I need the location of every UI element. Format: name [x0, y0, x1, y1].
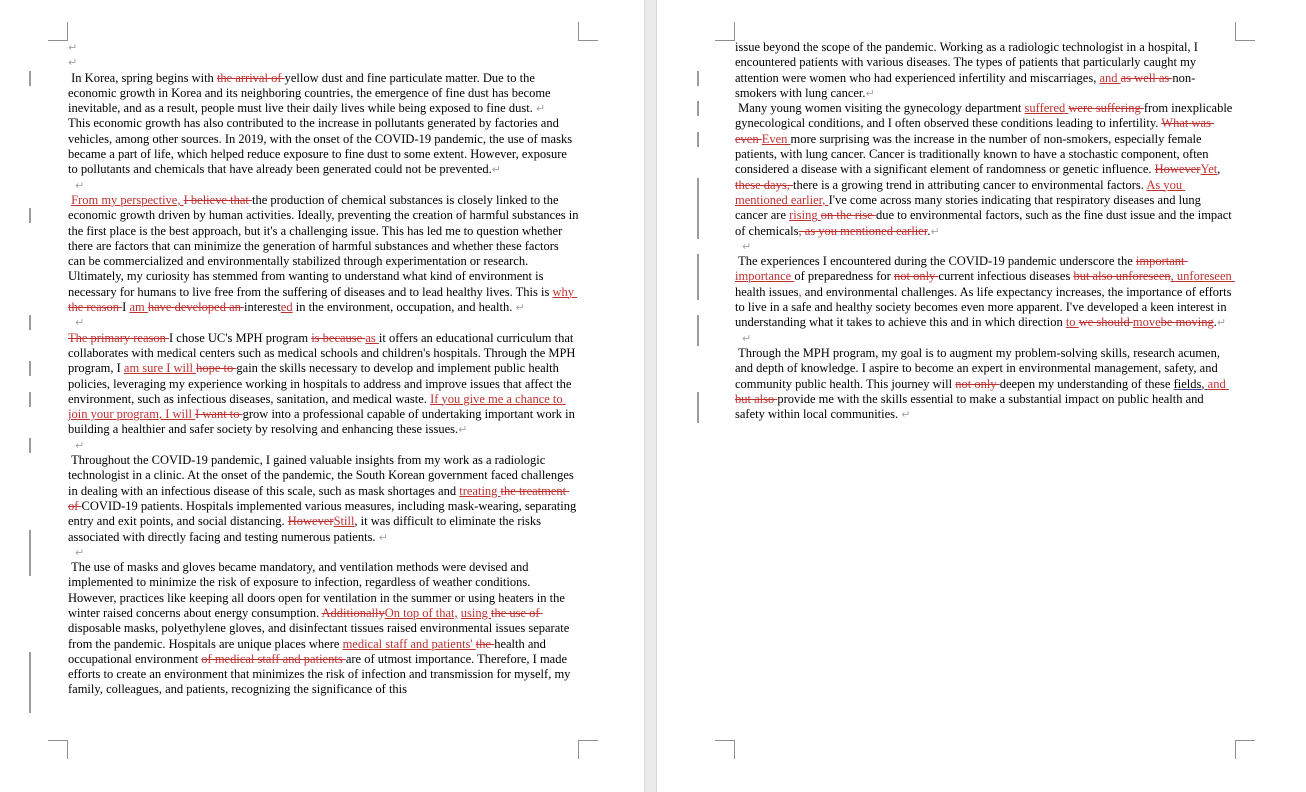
- pilcrow-mark: ↵: [75, 438, 85, 452]
- deleted-text: these days,: [735, 177, 793, 192]
- change-bar: [29, 208, 31, 223]
- change-bar: [29, 361, 31, 376]
- inserted-text: Even: [761, 131, 791, 146]
- deleted-text: but also unforeseen: [1073, 269, 1171, 284]
- deleted-text: I believe that: [183, 192, 252, 207]
- deleted-text: What was even: [735, 116, 1215, 146]
- pilcrow-mark: ↵: [68, 41, 78, 54]
- text-run: due to environmental factors, such as the fine dust issue and the impact of chemicals: [735, 208, 1235, 238]
- deleted-text: were suffering: [1068, 101, 1144, 116]
- pilcrow-mark: ↵: [865, 86, 875, 100]
- page-2-text-area[interactable]: [735, 40, 1236, 422]
- text-run: in the environment, occupation, and health.: [292, 300, 516, 315]
- inserted-text: , unforeseen: [1170, 269, 1235, 284]
- change-bar: [697, 132, 699, 147]
- change-bar: [29, 315, 31, 330]
- deleted-text: we should: [1078, 315, 1133, 330]
- deleted-text: the use of: [491, 605, 543, 620]
- inserted-text: treating: [459, 483, 501, 498]
- inserted-text: From my perspective,: [71, 192, 184, 207]
- deleted-text: have developed an: [147, 300, 244, 315]
- deleted-text: the arrival of: [216, 70, 285, 85]
- pilcrow-mark: ↵: [535, 102, 546, 116]
- inserted-text: to: [1065, 315, 1079, 330]
- page-gap: [644, 0, 657, 792]
- empty-paragraph: [68, 315, 579, 330]
- empty-paragraph: [735, 239, 1236, 254]
- text-run: Many young women visiting the gynecology department: [735, 101, 1025, 116]
- deleted-text: of medical staff and patients: [201, 651, 346, 666]
- pilcrow-mark: ↵: [1216, 316, 1227, 330]
- inserted-text: and: [1099, 70, 1121, 85]
- crop-mark: [48, 740, 68, 759]
- deleted-text: hope to: [196, 361, 237, 376]
- inserted-text: using: [460, 605, 491, 620]
- inserted-text: On top of that,: [384, 605, 458, 620]
- change-bar: [697, 392, 699, 423]
- empty-paragraph: [68, 545, 579, 560]
- pilcrow-mark: ↵: [901, 408, 911, 422]
- change-bar: [697, 178, 699, 239]
- empty-paragraph: [735, 331, 1236, 346]
- crop-mark: [578, 22, 598, 41]
- crop-mark: [715, 740, 735, 759]
- text-run: more surprising was the increase in the number of non-smokers, especially female patients, with lung cancer. Cancer is traditionally known to have a stochastic component, often considered a disease with a significant element of randomness or genetic influence.: [735, 131, 1212, 177]
- change-bar: [697, 101, 699, 116]
- text-run: grow into a professional capable of undertaking important work in building a healthier and safer society by resolving and enhancing these issues.: [68, 407, 578, 437]
- text-run: there is a growing trend in attributing cancer to environmental factors.: [792, 177, 1147, 192]
- pilcrow-mark: ↵: [458, 423, 468, 437]
- deleted-text: not only: [955, 376, 1000, 391]
- pilcrow-mark: ↵: [75, 545, 85, 559]
- deleted-text: Additionally: [321, 605, 385, 620]
- text-run: This economic growth has also contributed to the increase in pollutants generated by factories and vehicles, among other sources. In 2019, with the onset of the COVID-19 pandemic, the use of masks became a part of life, which helped reduce exposure to fine dust to some extent. However, exposure to pollutants and chemicals that have already been generated could not be prevented.: [68, 116, 576, 177]
- text-run: provide me with the skills essential to make a substantial impact on public health and safety within local communities.: [735, 391, 1207, 422]
- text-run: health issues: [735, 284, 799, 299]
- pilcrow-mark: ↵: [378, 530, 388, 544]
- deleted-text: important: [1135, 254, 1188, 269]
- text-run: Throughout the COVID-19 pandemic, I gained valuable insights from my work as a radiologic technologist in a clinic. At the onset of the pandemic, the South Korean government faced challenges in dealing with an infectious disease of this scale, such as mask shortages and: [68, 453, 577, 498]
- text-run: COVID-19 patients. Hospitals implemented various measures, including mask-wearing, separating entry and exit points, and social distancing.: [68, 498, 580, 529]
- inserted-text-alt: fields,: [1173, 376, 1208, 391]
- inserted-text: am: [129, 300, 148, 315]
- deleted-text: the treatment of: [68, 483, 570, 513]
- text-run: The use of masks and gloves became mandatory, and ventilation methods were devised and implemented to minimize the risk of exposure to infection, regardless of weather conditions. However, practices like keeping all doors open for ventilation in the summer or using heaters in the winter raised concerns about energy consumption.: [68, 560, 569, 620]
- inserted-text: importance: [735, 269, 795, 284]
- deleted-text: However: [1154, 162, 1201, 177]
- inserted-text: Yet: [1200, 162, 1218, 177]
- pilcrow-mark: ↵: [491, 163, 502, 177]
- crop-mark: [1235, 740, 1255, 759]
- paragraph: [735, 40, 1236, 101]
- text-run: disposable masks, polyethylene gloves, and disinfectant tissues raised environmental issues separate from the pandemic. Hospitals are unique places where: [68, 621, 573, 651]
- text-run: non-smokers with lung cancer.: [735, 70, 1196, 100]
- text-run: of preparedness for: [794, 269, 894, 284]
- text-run: The experiences I encountered during the COVID-19 pandemic underscore the: [735, 254, 1136, 269]
- inserted-text: medical staff and patients': [342, 636, 476, 651]
- text-run: interest: [244, 300, 281, 315]
- empty-paragraph: [68, 178, 579, 193]
- crop-mark: [578, 740, 598, 759]
- text-run: I've come across many stories indicating that respiratory diseases and lung cancer are: [735, 192, 1204, 223]
- text-run: .: [1213, 315, 1217, 330]
- text-run: yellow dust and fine particulate matter. Due to the economic growth in Korea and its neighboring countries, the emergence of fine dust has become inevitable, and as a result, people must live their daily lives while being exposed to fine dust.: [68, 70, 554, 116]
- empty-paragraph: [68, 438, 579, 453]
- text-run: health and occupational environment: [68, 636, 550, 666]
- page-1-text-area[interactable]: [68, 40, 582, 698]
- empty-paragraph: [68, 40, 579, 55]
- deleted-text: on the rise: [820, 208, 876, 223]
- inserted-text: move: [1132, 315, 1161, 330]
- text-run: current infectious diseases: [938, 269, 1074, 284]
- change-bar: [697, 254, 699, 300]
- inserted-text: why: [552, 284, 578, 299]
- crop-mark: [1235, 22, 1255, 41]
- inserted-text: as: [365, 330, 379, 345]
- pilcrow-mark: ↵: [515, 301, 525, 315]
- text-run: In Korea, spring begins with: [68, 70, 217, 85]
- deleted-text: but also: [735, 391, 778, 406]
- text-run: and environmental challenges. As life expectancy increases, the importance of efforts to live in a safe and healthy society becomes even more apparent. I've developed a keen interest in understanding what it takes to achieve this and in which direction: [735, 284, 1235, 330]
- paragraph: [68, 71, 579, 117]
- inserted-text: suffered: [1024, 101, 1069, 116]
- text-run: , it was difficult to eliminate the risks associated with directly facing and testing numerous patients.: [68, 514, 545, 544]
- deleted-text: be moving: [1160, 315, 1214, 330]
- pilcrow-mark: ↵: [930, 224, 940, 238]
- deleted-text: However: [287, 514, 334, 529]
- deleted-text: , as you mentioned earlier: [798, 223, 928, 238]
- paragraph: [735, 254, 1236, 330]
- pilcrow-mark: ↵: [742, 239, 752, 253]
- text-run: Through the MPH program, my goal is to augment my problem-solving skills, research acumen, and depth of knowledge. I aspire to become an expert in environmental management, safety, and community public health. This journey will: [735, 345, 1224, 391]
- text-run: ,: [1217, 162, 1224, 177]
- deleted-text: not only: [893, 269, 939, 284]
- change-bar: [29, 438, 31, 453]
- change-bar: [697, 315, 699, 346]
- deleted-text: the reason: [68, 300, 123, 315]
- pilcrow-mark: ↵: [75, 316, 85, 330]
- inserted-text: ed: [280, 300, 293, 315]
- change-bar: [29, 530, 31, 576]
- inserted-text: Still: [333, 514, 355, 529]
- inserted-text: am sure I will: [123, 361, 197, 376]
- change-bar: [29, 392, 31, 407]
- paragraph: [735, 101, 1236, 239]
- text-run: I: [122, 300, 130, 315]
- change-bar: [697, 71, 699, 86]
- text-run: I chose UC's MPH program: [169, 330, 312, 345]
- pilcrow-mark: ↵: [75, 178, 85, 192]
- crop-mark: [715, 22, 735, 41]
- text-run: .: [927, 223, 931, 238]
- deleted-text: The primary reason: [68, 330, 170, 345]
- deleted-text: the: [475, 636, 495, 651]
- paragraph: [68, 453, 579, 545]
- paragraph: [68, 192, 582, 315]
- crop-mark: [48, 22, 68, 41]
- empty-paragraph: [68, 55, 579, 70]
- text-run: gain the skills necessary to develop and implement public health policies, leveraging my experience working in hospitals to address and improve issues that affect the environment, such as infectious diseases, sanitation, and medical waste.: [68, 361, 575, 406]
- text-run: deepen my understanding of these: [999, 376, 1174, 391]
- change-bar: [29, 652, 31, 713]
- paragraph: [68, 331, 579, 438]
- deleted-text: as well as: [1120, 70, 1173, 85]
- inserted-text: As you mentioned earlier,: [735, 177, 1186, 207]
- deleted-text: is because: [311, 330, 366, 345]
- text-run: issue beyond the scope of the pandemic. Working as a radiologic technologist in a hospital, I encountered patients with various diseases. The types of patients that particularly caught my attention were women who had experienced infertility and miscarriages,: [735, 40, 1202, 85]
- paragraph: [735, 346, 1236, 422]
- inserted-text: and: [1207, 376, 1229, 391]
- paragraph: [68, 116, 579, 177]
- change-bar: [29, 71, 31, 86]
- deleted-text: I want to: [195, 407, 243, 422]
- paragraph: [68, 560, 579, 698]
- pilcrow-mark: ↵: [742, 331, 752, 345]
- text-run: the production of chemical substances is closely linked to the economic growth driven by human activities. Ideally, preventing the creation of harmful substances in the first place is the best approach, but it's a challenging issue. This has led me to question whether there are factors that can minimize the generation of harmful substances and whether these factors can be commercialized and environmentally stabilized through experimentation or research. Ultimately, my curiosity has stemmed from wanting to understand what kind of environment is necessary for humans to live free from the suffering of diseases and to lead healthy lives. This is: [68, 192, 582, 299]
- inserted-text: rising: [789, 208, 821, 223]
- inserted-text: ,: [798, 284, 802, 299]
- inserted-text: If you give me a chance to join your program, I will: [68, 391, 566, 422]
- pilcrow-mark: ↵: [68, 56, 78, 70]
- text-run: it offers an educational curriculum that collaborates with medical centers such as medical schools and children's hospitals. Through the MPH program, I: [68, 330, 579, 376]
- text-run: from inexplicable gynecological conditions, and I often observed these conditions leading to infertility.: [735, 101, 1236, 131]
- text-run: are of utmost importance. Therefore, I made efforts to create an environment that minimizes the risk of infection and transmission for myself, my family, colleagues, and patients, recognizing the significance of this: [68, 651, 574, 697]
